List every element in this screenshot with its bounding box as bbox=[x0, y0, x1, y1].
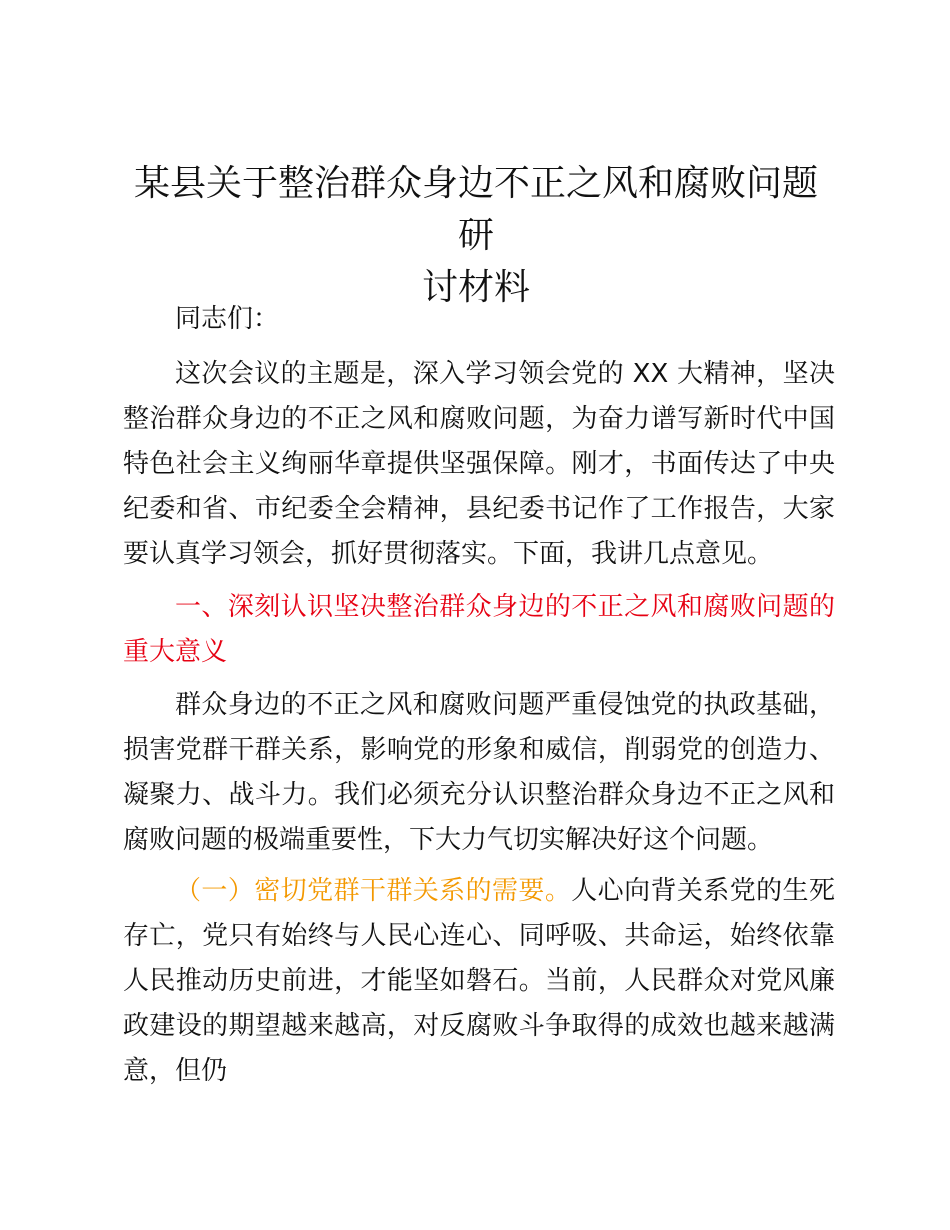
paragraph-subsection-1 bbox=[123, 869, 835, 1094]
document-title bbox=[120, 158, 832, 314]
title-line-2: 讨材料 bbox=[421, 267, 530, 308]
paragraph-section-1: 群众身边的不正之风和腐败问题严重侵蚀党的执政基础，损害党群干群关系，影响党的形象和威信，削弱党的创造力、凝聚力、战斗力。我们必须充分认识整治群众身边不正之风和腐败问题的极端重要性，下大力气切实解决好这个问题。 bbox=[123, 690, 835, 855]
paragraph-intro: 这次会议的主题是，深入学习领会党的 XX 大精神，坚决整治群众身边的不正之风和腐败问题，为奋力谱写新时代中国特色社会主义绚丽华章提供坚强保障。刚才，书面传达了中央纪委和省、市纪委全会精神，县纪委书记作了工作报告，大家要认真学习领会，抓好贯彻落实。下面，我讲几点意见。 bbox=[123, 359, 835, 569]
section-1-heading: 一、深刻认识坚决整治群众身边的不正之风和腐败问题的重大意义 bbox=[123, 592, 835, 667]
title-line-1: 某县关于整治群众身边不正之风和腐败问题研 bbox=[133, 163, 818, 256]
subsection-1-heading: （一）密切党群干群关系的需要。 bbox=[175, 876, 572, 906]
subsection-1-text: 人心向背关系党的生死存亡，党只有始终与人民心连心、同呼吸、共命运，始终依靠人民推动历史前进，才能坚如磐石。当前，人民群众对党风廉政建设的期望越来越高，对反腐败斗争取得的成效也越来越满意，但仍 bbox=[123, 876, 835, 1086]
salutation: 同志们： bbox=[175, 304, 280, 334]
